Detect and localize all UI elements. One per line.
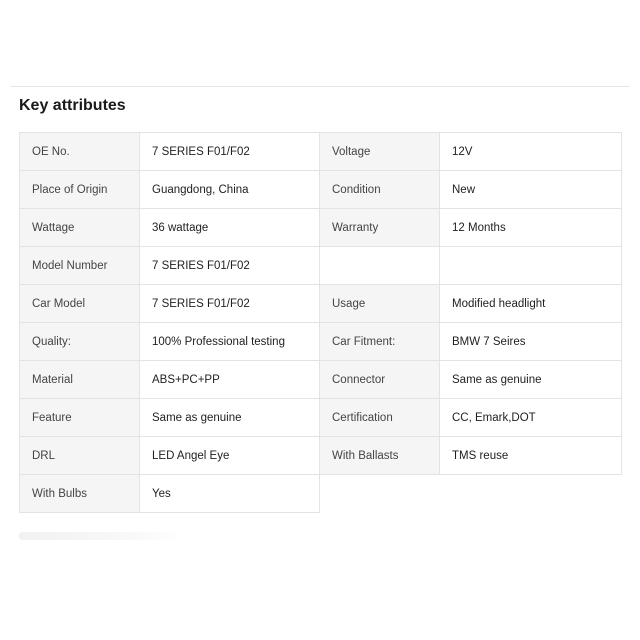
attribute-value: 100% Professional testing: [140, 323, 320, 361]
attribute-row: [20, 133, 622, 171]
attribute-key: Car Model: [20, 285, 140, 323]
attribute-row: [20, 361, 622, 399]
attribute-value: BMW 7 Seires: [440, 323, 622, 361]
attribute-value: Yes: [140, 475, 320, 513]
attribute-row: [20, 399, 622, 437]
attribute-key: Car Fitment:: [320, 323, 440, 361]
attribute-value: Guangdong, China: [140, 171, 320, 209]
attribute-value: Same as genuine: [140, 399, 320, 437]
attribute-key: Material: [20, 361, 140, 399]
attribute-value: Same as genuine: [440, 361, 622, 399]
attribute-key: OE No.: [20, 133, 140, 171]
attribute-value: New: [440, 171, 622, 209]
attribute-row: [20, 437, 622, 475]
attribute-value: LED Angel Eye: [140, 437, 320, 475]
attribute-value: 7 SERIES F01/F02: [140, 285, 320, 323]
attribute-value: Modified headlight: [440, 285, 622, 323]
attribute-row: [20, 209, 622, 247]
attribute-value: TMS reuse: [440, 437, 622, 475]
table-filler: [320, 475, 440, 513]
attribute-key: Usage: [320, 285, 440, 323]
attribute-value: 12 Months: [440, 209, 622, 247]
attribute-key: Place of Origin: [20, 171, 140, 209]
attribute-row: [20, 323, 622, 361]
attribute-key: Condition: [320, 171, 440, 209]
attribute-key: Certification: [320, 399, 440, 437]
attribute-row: [20, 475, 622, 513]
faded-placeholder-line: [19, 532, 184, 540]
attribute-value-empty: [440, 247, 622, 285]
attribute-row: [20, 247, 622, 285]
attribute-key: With Ballasts: [320, 437, 440, 475]
key-attributes-table: [19, 132, 622, 513]
attribute-row: [20, 285, 622, 323]
attribute-key: Wattage: [20, 209, 140, 247]
attribute-value: 7 SERIES F01/F02: [140, 133, 320, 171]
attribute-key: Voltage: [320, 133, 440, 171]
top-divider: [10, 86, 630, 87]
attribute-key-empty: [320, 247, 440, 285]
attribute-key: Model Number: [20, 247, 140, 285]
attribute-value: 36 wattage: [140, 209, 320, 247]
attribute-value: 7 SERIES F01/F02: [140, 247, 320, 285]
attribute-row: [20, 171, 622, 209]
attribute-value: CC, Emark,DOT: [440, 399, 622, 437]
attribute-value: 12V: [440, 133, 622, 171]
attribute-key: With Bulbs: [20, 475, 140, 513]
attribute-key: Feature: [20, 399, 140, 437]
table-filler: [440, 475, 622, 513]
attribute-key: DRL: [20, 437, 140, 475]
attribute-key: Connector: [320, 361, 440, 399]
section-title: Key attributes: [19, 97, 126, 114]
attribute-value: ABS+PC+PP: [140, 361, 320, 399]
attribute-key: Warranty: [320, 209, 440, 247]
attribute-key: Quality:: [20, 323, 140, 361]
